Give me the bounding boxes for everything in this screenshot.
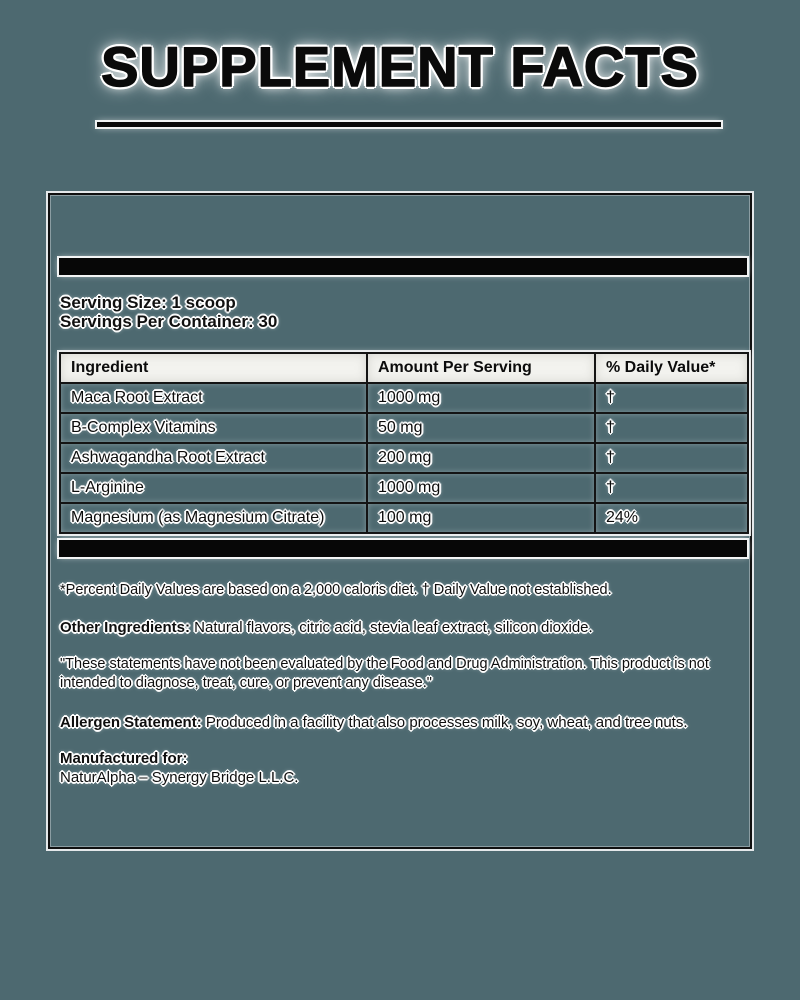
page-title: SUPPLEMENT FACTS <box>101 35 699 98</box>
cell-daily-value: † <box>595 443 748 473</box>
cell-amount: 1000 mg <box>367 473 595 503</box>
header-ingredient: Ingredient <box>60 353 367 383</box>
cell-amount: 1000 mg <box>367 383 595 413</box>
manufacturer-name: NaturAlpha – Synergy Bridge L.L.C. <box>60 769 299 786</box>
fda-disclaimer: "These statements have not been evaluated by the Food and Drug Administration. This product is not intended to diagnose, treat, cure, or prevent any disease." <box>60 656 709 691</box>
cell-daily-value: † <box>595 473 748 503</box>
supplement-facts-panel <box>48 193 752 849</box>
allergen-statement-label: Allergen Statement: <box>60 714 202 731</box>
ingredients-table <box>59 352 749 534</box>
daily-value-footnote: *Percent Daily Values are based on a 2,000 caloris diet. † Daily Value not established. <box>60 582 612 598</box>
table-row <box>60 413 748 443</box>
header-amount: Amount Per Serving <box>367 353 595 383</box>
cell-daily-value: † <box>595 383 748 413</box>
table-row <box>60 383 748 413</box>
table-header-row <box>60 353 748 383</box>
manufactured-for-label: Manufactured for: <box>60 750 188 767</box>
table-row <box>60 443 748 473</box>
allergen-statement-text: Produced in a facility that also processes milk, soy, wheat, and tree nuts. <box>201 714 688 731</box>
cell-ingredient: B-Complex Vitamins <box>60 413 367 443</box>
cell-daily-value: † <box>595 413 748 443</box>
allergen-statement <box>60 713 744 732</box>
cell-amount: 100 mg <box>367 503 595 533</box>
other-ingredients <box>60 618 744 637</box>
table-row <box>60 503 748 533</box>
other-ingredients-label: Other Ingredients: <box>60 619 191 636</box>
bottom-divider-bar <box>59 540 747 557</box>
cell-amount: 50 mg <box>367 413 595 443</box>
servings-per-container: Servings Per Container: 30 <box>60 312 278 331</box>
table-row <box>60 473 748 503</box>
other-ingredients-text: Natural flavors, citric acid, stevia leaf extract, silicon dioxide. <box>190 619 593 636</box>
serving-info <box>60 293 277 331</box>
manufactured-for <box>60 749 744 787</box>
cell-ingredient: Maca Root Extract <box>60 383 367 413</box>
cell-ingredient: Magnesium (as Magnesium Citrate) <box>60 503 367 533</box>
cell-ingredient: Ashwagandha Root Extract <box>60 443 367 473</box>
title-underline <box>97 122 721 127</box>
top-divider-bar <box>59 258 747 275</box>
cell-daily-value: 24% <box>595 503 748 533</box>
cell-amount: 200 mg <box>367 443 595 473</box>
cell-ingredient: L-Arginine <box>60 473 367 503</box>
serving-size: Serving Size: 1 scoop <box>60 293 236 312</box>
header-daily-value: % Daily Value* <box>595 353 748 383</box>
